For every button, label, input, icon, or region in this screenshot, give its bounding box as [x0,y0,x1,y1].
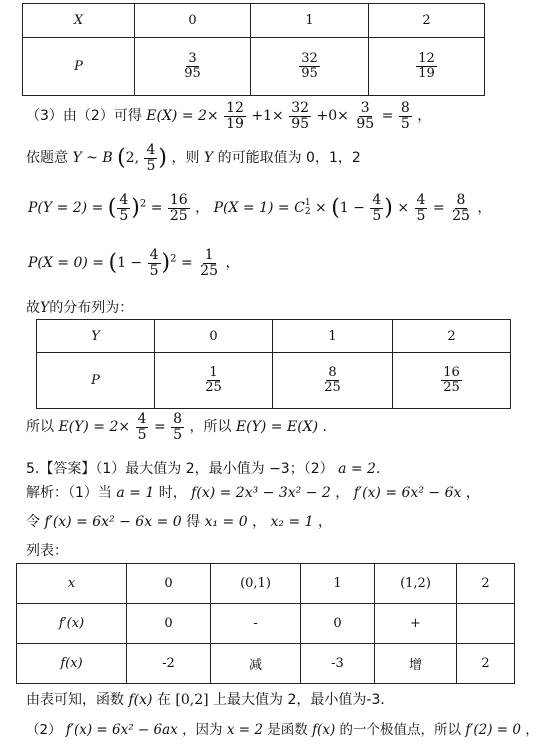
math-expr: f′(x) = 6x² − 6x [353,485,462,501]
numerator: 4 [416,192,426,208]
denominator: 25 [452,207,470,224]
table-row-label: f′(x) [17,604,127,644]
denominator: 5 [372,207,382,224]
table-cell: 增 [375,644,457,684]
denominator: 25 [443,380,460,395]
punct: ， [195,200,210,217]
numerator: 12 [226,100,244,116]
math-expr: a = 1 [116,485,155,501]
solution-line [26,482,480,502]
table-cell [155,353,273,409]
table-cell: - [211,604,301,644]
table-header-cell: 2 [369,4,485,38]
numerator: 4 [137,411,147,427]
table-cell: -2 [127,644,211,684]
table-cell [393,353,511,409]
table-cell [251,38,369,96]
line-text: 是函数 [267,722,308,738]
table-header-cell: 0 [155,320,273,353]
punct: ， [318,514,333,530]
table-header-cell: 2 [457,564,515,604]
monotonicity-table [16,563,515,684]
denominator: 95 [184,66,201,81]
denominator: 25 [205,380,222,395]
math-op: = [153,419,166,436]
table-header-cell: x [17,564,127,604]
denominator: 5 [149,262,159,279]
table-cell [135,38,251,96]
numerator: 4 [146,142,156,158]
line-text: 时， [158,485,187,501]
math-op: = [381,108,394,125]
math-expr: Y ~ B [72,150,113,167]
list-label: 列表： [26,543,68,559]
numerator: 3 [360,100,370,116]
answer-line [26,458,390,478]
numerator: 8 [400,100,410,116]
table-row-label: f(x) [17,644,127,684]
math-expr: 1 − [117,255,143,272]
numerator: 16 [443,365,460,381]
line-text: （2） [26,722,62,738]
numerator: 32 [291,100,310,116]
numerator: 3 [188,51,197,67]
math-op: = [432,200,445,217]
numerator: 12 [418,51,435,67]
line-text: ，则 [171,150,200,167]
table-cell: 0 [127,604,211,644]
numerator: 1 [204,247,214,263]
punct: ． [322,419,337,436]
probability-line-1: P(Y = 2) = ( $\frac{4}{5}$ )$^2$ = $\frac{16}{25}$ ， P(X = 1) = C 1 2 × (1 − $\frac{4}{5}$ ) × $\frac{4}{5}$ = $\frac{8}{25}$ ， [28,192,492,224]
math-expr: x = 2 [226,722,263,738]
denominator: 5 [146,157,156,174]
math-op: = [150,200,163,217]
math-expr: E(X) = 2× [146,108,219,125]
table-cell [369,38,485,96]
denominator: 19 [226,115,244,132]
line-text: 得 [186,514,201,530]
line-text: 上最大值为 2，最小值为-3． [213,692,395,708]
math-expr: 2, [125,150,140,167]
numerator: 16 [169,192,188,208]
line-text: 解析：（1）当 [26,485,112,501]
table-header-cell: 0 [135,4,251,38]
punct: ， [252,514,267,530]
table-header-cell: 2 [393,320,511,353]
math-expr: f′(2) = 0 [465,722,521,738]
denominator: 25 [324,380,341,395]
exponent: 2 [139,198,147,210]
math-expr: P(Y = 2) = [28,200,104,217]
expectation-y-line [26,412,337,442]
math-expr: f(x) [128,692,153,708]
superscript: 1 [304,198,311,209]
table-header-cell: 0 [127,564,211,604]
distribution-intro-line [26,297,133,317]
denominator: 5 [137,426,147,443]
line-text: ，所以 [189,419,232,436]
math-expr: E(Y) = 2× [58,419,131,436]
line-text: 的一个极值点，所以 [339,722,462,738]
denominator: 5 [173,426,183,443]
punct: ． [375,461,390,477]
denominator: 5 [119,207,129,224]
denominator: 5 [416,207,426,224]
math-expr: f(x) [312,722,336,738]
punct: ， [465,485,480,501]
math-op: = [180,255,193,272]
line-text: 由表可知，函数 [26,692,124,708]
numerator: 32 [301,51,318,67]
math-expr: f′(x) = 6x² − 6x = 0 [44,514,182,530]
line-text: 的分布列为： [49,300,134,316]
math-op: × [315,200,327,217]
table-cell: 0 [301,604,375,644]
line-text: 所以 [26,419,54,436]
numerator: 4 [119,192,129,208]
numerator: 4 [372,192,382,208]
math-expr: f(x) = 2x³ − 3x² − 2 [191,485,331,501]
table-row-label: P [23,38,135,96]
binomial-line: 依题意 Y ~ B (2, $\frac{4}{5}$ ) ，则 Y 的可能取值为 0，1，2 [26,142,361,174]
denominator: 25 [200,262,218,279]
line-text: 依题意 [26,150,68,167]
denominator: 25 [169,207,188,224]
punct: ， [335,485,350,501]
denominator: 19 [418,66,435,81]
table-cell: 减 [211,644,301,684]
exponent: 2 [170,253,177,265]
table-cell [273,353,393,409]
math-expr: x₁ = 0 [204,514,248,530]
math-expr: P(X = 1) = C [213,200,305,217]
numerator: 4 [149,247,159,263]
math-var: Y [40,300,50,316]
line-text: （3）由（2）可得 [26,108,142,125]
denominator: 95 [291,115,310,132]
math-var: Y [203,150,214,167]
subscript: 2 [304,207,311,218]
table-header-cell: Y [37,320,155,353]
math-expr: [0,2] [175,692,209,708]
numerator: 8 [456,192,466,208]
numerator: 8 [173,411,183,427]
table-cell: -3 [301,644,375,684]
table-header-cell: (0,1) [211,564,301,604]
math-op: +0× [316,108,349,125]
table-header-cell: 1 [273,320,393,353]
punct: ， [417,108,432,125]
probability-line-2: P(X = 0) = (1 − $\frac{4}{5}$ )$^2$ = $\frac{1}{25}$ ， [28,247,240,279]
math-op: × [397,200,410,217]
math-expr: a = 2 [338,461,376,477]
distribution-table-y [36,319,511,409]
table-header-cell: (1,2) [375,564,457,604]
zero-line [26,511,332,531]
punct: ， [525,722,539,738]
line-text: 的可能取值为 0，1，2 [217,150,361,167]
table-header-cell: X [23,4,135,38]
table-cell: + [375,604,457,644]
denominator: 95 [356,115,375,132]
math-expr: 1 − [339,200,365,217]
denominator: 5 [400,115,410,132]
table-header-cell: 1 [251,4,369,38]
punct: ， [477,200,492,217]
line-text: 在 [156,692,171,708]
table-cell: 2 [457,644,515,684]
line-text: ，因为 [182,722,223,738]
part2-line [26,718,539,738]
math-expr: x₂ = 1 [270,514,314,530]
math-expr: f′(x) = 6x² − 6ax [65,722,178,738]
line-text: 令 [26,514,40,530]
numerator: 8 [328,365,337,381]
table-cell [457,604,515,644]
line-text: 5.【答案】（1）最大值为 2，最小值为 −3；（2） [26,461,334,477]
math-expr: P(X = 0) = [28,255,105,272]
denominator: 95 [301,66,318,81]
math-op: +1× [251,108,284,125]
line-text: 故 [26,300,40,316]
table-row-label: P [37,353,155,409]
distribution-table-x [22,3,485,96]
math-expr: E(Y) = E(X) [235,419,319,436]
expectation-x-line [26,101,431,131]
punct: ， [225,255,240,272]
numerator: 1 [209,365,218,381]
table-header-cell: 1 [301,564,375,604]
conclusion-line [26,689,394,709]
